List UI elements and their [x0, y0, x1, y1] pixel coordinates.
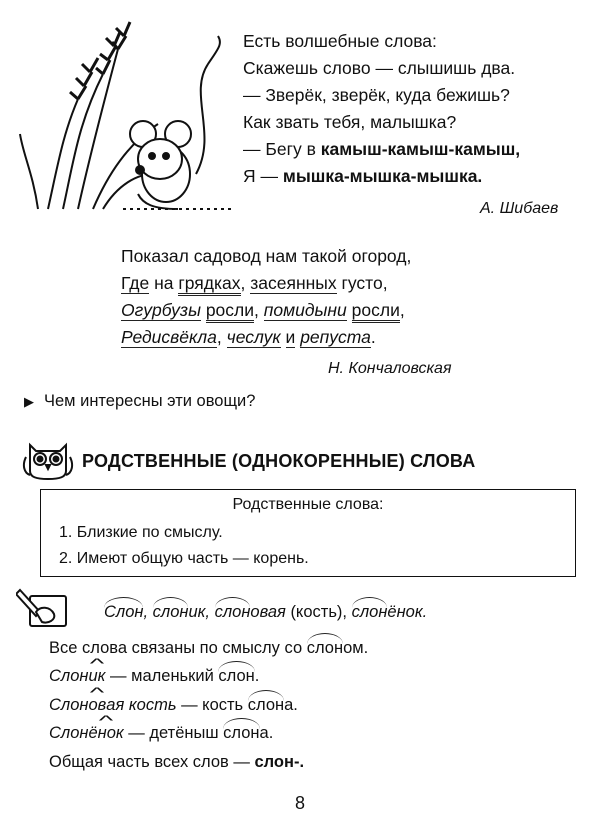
root-word: слон — [351, 603, 388, 621]
example-text: ёнок. — [387, 603, 428, 621]
underlined-word: Огурбузы — [121, 300, 201, 320]
example-text: овая — [250, 603, 291, 621]
suffix-mark: ^ ов — [88, 696, 106, 715]
underlined-word: репуста — [300, 327, 371, 347]
poem-bold-text: камыш-камыш-камыш, — [320, 139, 521, 159]
root-word: слон — [218, 667, 255, 685]
writing-hand-icon — [16, 586, 72, 630]
poem-text: . — [370, 327, 376, 347]
poem-line: Показал садовод нам такой огород, — [121, 246, 412, 266]
suffix-mark: ^ ёнок — [88, 724, 123, 743]
poem-text: , — [216, 327, 227, 347]
example-line — [49, 753, 304, 772]
underlined-word: и — [285, 327, 296, 347]
underlined-word: чеслук — [226, 327, 281, 347]
root-word: слон — [306, 639, 344, 657]
example-text: (кость), — [290, 603, 352, 621]
triangle-bullet-icon: ▶ — [24, 394, 34, 409]
example-text: Все слова связаны по смыслу со — [49, 639, 307, 657]
poem-line — [243, 163, 520, 190]
page-number: 8 — [294, 793, 305, 813]
poem-bold-text: мышка-мышка-мышка. — [282, 166, 483, 186]
example-text: а. — [284, 696, 298, 714]
example-text: а. — [259, 724, 274, 742]
question-text: Чем интересны эти овощи? — [44, 392, 256, 410]
example-word: Слон — [49, 667, 89, 685]
example-text: — кость — [176, 696, 248, 714]
poem-line: Есть волшебные слова: — [243, 31, 437, 51]
rule-item: 1. Близкие по смыслу. — [59, 524, 223, 541]
poem-text: , — [254, 300, 264, 320]
example-word: Слон — [49, 724, 89, 742]
mouse-icon — [123, 36, 233, 209]
root-word: слон — [247, 696, 285, 714]
poem-line — [121, 297, 411, 324]
root-highlight: слон-. — [254, 753, 305, 771]
owl-icon — [22, 437, 74, 481]
root-word: слон — [214, 603, 251, 621]
poem-line: — Зверёк, зверёк, куда бежишь? — [243, 85, 510, 105]
question — [24, 392, 255, 411]
poem-text: Я — — [243, 166, 283, 186]
underlined-word: грядках — [178, 273, 240, 296]
poem-text: — Бегу в — [243, 139, 321, 159]
poem-line: Как звать тебя, малышка? — [243, 112, 457, 132]
example-text: — маленький — [105, 667, 219, 685]
example-word-list — [104, 603, 427, 622]
example-word: ая кость — [106, 696, 177, 714]
poem-konchalovskaya — [121, 243, 411, 351]
rule-box — [40, 489, 576, 577]
underlined-word: росли — [352, 300, 400, 323]
example-text: Общая часть всех слов — — [49, 753, 255, 771]
poem-author: А. Шибаев — [480, 200, 559, 217]
poem-text: на — [149, 273, 179, 293]
poem-line — [121, 270, 411, 297]
poem-line: Скажешь слово — слышишь два. — [243, 58, 516, 78]
example-text: — детёныш — [123, 724, 224, 742]
poem-line — [243, 136, 520, 163]
example-line — [49, 724, 273, 743]
poem-text: , — [240, 273, 251, 293]
reeds-mouse-illustration — [18, 14, 240, 224]
underlined-word: засеянных — [250, 273, 337, 293]
suffix-mark: ^ ик — [88, 667, 105, 686]
poem-text — [281, 327, 286, 347]
root-word: Слон — [104, 603, 144, 621]
root-word: слон — [223, 724, 260, 742]
example-text: , — [143, 603, 153, 621]
example-line — [49, 696, 298, 715]
poem-text: , — [399, 300, 405, 320]
example-word: Слон — [49, 696, 89, 714]
poem-line — [121, 324, 411, 351]
reeds-icon — [20, 22, 158, 209]
underlined-word: Редисвёкла — [121, 327, 217, 347]
section-title: РОДСТВЕННЫЕ (ОДНОКОРЕННЫЕ) СЛОВА — [82, 451, 476, 471]
example-text: ик, — [188, 603, 215, 621]
underlined-word: Где — [121, 273, 150, 293]
poem-shibaev — [243, 28, 520, 190]
poem-author: Н. Кончаловская — [328, 360, 452, 377]
example-text: ом. — [343, 639, 369, 657]
rule-item: 2. Имеют общую часть — корень. — [59, 550, 309, 567]
example-text: . — [254, 667, 260, 685]
underlined-word: росли — [206, 300, 254, 323]
rule-title: Родственные слова: — [232, 496, 384, 513]
underlined-word: помидыни — [263, 300, 347, 320]
root-word: слон — [152, 603, 189, 621]
poem-text: густо, — [336, 273, 388, 293]
example-line — [49, 667, 259, 686]
poem-text — [347, 300, 352, 320]
